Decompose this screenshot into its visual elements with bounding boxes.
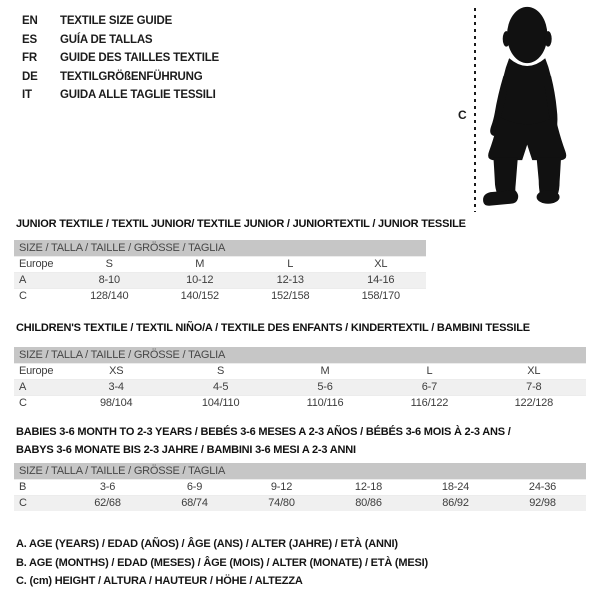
- height-cell: 158/170: [361, 290, 400, 302]
- row-label: C: [19, 497, 27, 509]
- row-label: C: [19, 397, 27, 409]
- note-age-years: A. AGE (YEARS) / EDAD (AÑOS) / ÂGE (ANS) / ALTER (JAHRE) / ETÀ (ANNI): [16, 538, 398, 550]
- size-header-bar: SIZE / TALLA / TAILLE / GRÖSSE / TAGLIA: [14, 463, 586, 479]
- lang-code: DE: [22, 70, 38, 83]
- height-cell: 122/128: [514, 397, 554, 409]
- table-row-height: [14, 395, 586, 411]
- table-row-europe: [14, 363, 586, 379]
- age-cell: 4-5: [212, 381, 229, 393]
- height-cell: 62/68: [94, 497, 121, 509]
- table-row-europe: [14, 256, 426, 272]
- height-cell: 140/152: [180, 290, 219, 302]
- lang-row-es: [22, 31, 219, 50]
- age-cell: 12-18: [354, 481, 383, 493]
- age-cell: 24-36: [528, 481, 557, 493]
- row-label: C: [19, 290, 27, 302]
- height-cell: 92/98: [529, 497, 556, 509]
- height-cell: 128/140: [90, 290, 129, 302]
- size-cell: XL: [374, 258, 388, 270]
- table-row-age: [14, 379, 586, 395]
- size-cell: XL: [527, 365, 541, 377]
- age-cell: 14-16: [367, 274, 395, 286]
- age-cell: 9-12: [270, 481, 293, 493]
- height-cell: 110/116: [306, 397, 344, 409]
- row-label: Europe: [19, 258, 54, 270]
- height-cell: 86/92: [442, 497, 469, 509]
- size-table-junior: [14, 240, 426, 304]
- lang-code: EN: [22, 15, 38, 27]
- height-cell: 116/122: [410, 397, 449, 409]
- lang-row-fr: [22, 49, 219, 68]
- table-row-age-months: [14, 479, 586, 495]
- note-age-months: B. AGE (MONTHS) / EDAD (MESES) / ÂGE (MOIS) / ALTER (MONATE) / ETÀ (MESI): [16, 556, 428, 569]
- section-title-children: CHILDREN'S TEXTILE / TEXTIL NIÑO/A / TEXTILE DES ENFANTS / KINDERTEXTIL / BAMBINI TESSILE: [16, 322, 530, 334]
- lang-title: GUIDA ALLE TAGLIE TESSILI: [60, 89, 216, 102]
- size-header-bar: SIZE / TALLA / TAILLE / GRÖSSE / TAGLIA: [14, 240, 426, 256]
- legend-notes: [16, 535, 428, 591]
- height-measure-label: C: [458, 108, 467, 122]
- size-cell: M: [195, 258, 205, 270]
- section-title-babies-line1: BABIES 3-6 MONTH TO 2-3 YEARS / BEBÉS 3-6 MESES A 2-3 AÑOS / BÉBÉS 3-6 MOIS À 2-3 ANS /: [16, 426, 511, 438]
- table-row-height: [14, 288, 426, 304]
- lang-row-de: [22, 68, 219, 87]
- row-label: Europe: [19, 365, 54, 377]
- language-title-list: [22, 12, 219, 105]
- lang-code: IT: [22, 89, 32, 102]
- size-cell: S: [217, 365, 225, 377]
- size-cell: S: [105, 258, 113, 270]
- note-height-cm: C. (cm) HEIGHT / ALTURA / HAUTEUR / HÖHE / ALTEZZA: [16, 575, 303, 588]
- age-cell: 5-6: [317, 381, 333, 393]
- row-label: B: [19, 481, 27, 493]
- lang-code: FR: [22, 52, 37, 65]
- age-cell: 6-7: [421, 381, 438, 393]
- size-cell: L: [426, 365, 433, 377]
- size-table-children: [14, 347, 586, 411]
- age-cell: 3-4: [108, 381, 124, 393]
- section-title-junior: JUNIOR TEXTILE / TEXTIL JUNIOR/ TEXTILE JUNIOR / JUNIORTEXTIL / JUNIOR TESSILE: [16, 218, 466, 230]
- section-title-babies: [16, 424, 511, 459]
- lang-title: TEXTILE SIZE GUIDE: [60, 15, 173, 27]
- height-cell: 74/80: [268, 497, 295, 509]
- age-cell: 6-9: [186, 481, 203, 493]
- age-cell: 7-8: [526, 381, 542, 393]
- size-cell: L: [287, 258, 294, 270]
- age-cell: 8-10: [98, 274, 120, 286]
- lang-title: TEXTILGRÖßENFÜHRUNG: [60, 70, 203, 83]
- age-cell: 12-13: [276, 274, 304, 286]
- lang-title: GUIDE DES TAILLES TEXTILE: [60, 52, 219, 65]
- table-row-age: [14, 272, 426, 288]
- size-cell: M: [320, 365, 330, 377]
- age-cell: 3-6: [99, 481, 116, 493]
- height-cell: 80/86: [355, 497, 382, 509]
- height-cell: 98/104: [99, 397, 133, 409]
- section-title-babies-line2: BABYS 3-6 MONATE BIS 2-3 JAHRE / BAMBINI 3-6 MESI A 2-3 ANNI: [16, 443, 356, 456]
- lang-title: GUÍA DE TALLAS: [60, 33, 153, 46]
- age-cell: 10-12: [186, 274, 214, 286]
- size-header-bar: SIZE / TALLA / TAILLE / GRÖSSE / TAGLIA: [14, 347, 586, 363]
- size-cell: XS: [109, 365, 124, 377]
- lang-code: ES: [22, 33, 37, 46]
- height-cell: 152/158: [271, 290, 310, 302]
- age-cell: 18-24: [441, 481, 470, 493]
- height-cell: 68/74: [181, 497, 208, 509]
- height-cell: 104/110: [201, 397, 240, 409]
- row-label: A: [19, 381, 27, 393]
- lang-row-en: [22, 12, 219, 31]
- size-table-babies: [14, 463, 586, 511]
- lang-row-it: [22, 86, 219, 105]
- row-label: A: [19, 274, 27, 286]
- table-row-height: [14, 495, 586, 511]
